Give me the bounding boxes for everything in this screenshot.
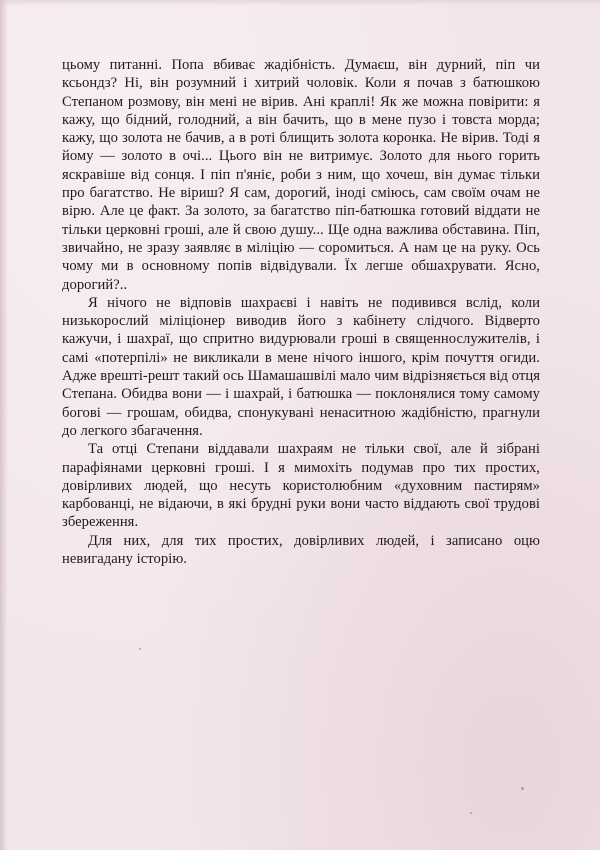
paper-speck [470, 812, 472, 814]
body-text [62, 56, 540, 568]
paragraph-3: Та отці Степани віддавали шахраям не тільки свої, але й зібрані парафіянами церковні гроші. І я мимохіть подумав про тих простих, довірливих людей, що несуть користолюбним «духовним пастирям» карбованці, не відаючи, в які брудні руки вони часто віддають свої трудові збереження. [62, 441, 540, 531]
paper-speck [139, 648, 141, 650]
paragraph-2: Я нічого не відповів шахраєві і навіть не подивився вслід, коли низькорослий міліціонер виводив його з кабінету слідчого. Відверто кажучи, і шахраї, що спритно видурювали гроші в священнослужителів, і самі «потерпілі» не викликали в мене нічого іншого, крім почуття огиди. Адже врешті-решт такий ось Шамашашвілі мало чим відрізняється від отця Степана. Обидва вони — і шахрай, і батюшка — поклонялися тому самому богові — грошам, обидва, спонукувані ненаситною жадібністю, прагнули до легкого збагачення. [62, 294, 540, 439]
paragraph-4: Для них, для тих простих, довірливих людей, і записано оцю невигадану історію. [62, 532, 540, 568]
paper-speck [521, 787, 524, 790]
page-edge-shadow-top [0, 0, 600, 6]
paragraph-1: цьому питанні. Попа вбиває жадібність. Думаєш, він дурний, піп чи ксьондз? Ні, він розумний і хитрий чоловік. Коли я почав з батюшкою Степаном розмову, він мені не вірив. Ані краплі! Як же можна повірити: я кажу, що бідний, голодний, а він бачить, що в мене пузо і товста морда; кажу, що золота не бачив, а в роті блищить золота коронка. Не вірив. Тоді я йому — золото в очі... Цього він не витримує. Золото для нього горить яскравіше від сонця. І піп п'яніє, роби з ним, що хочеш, він думає тільки про багатство. Не віриш? Я сам, дорогий, іноді сміюсь, сам своїм очам не вірю. Але це факт. За золото, за багатство піп-батюшка готовий віддати не тільки церковні гроші, але й свою душу... Ще одна важлива обставина. Піп, звичайно, не зразу заявляє в міліцію — соромиться. А нам це на руку. Ось чому ми в основному попів відвідували. Їх легше обшахрувати. Ясно, дорогий?.. [62, 57, 540, 293]
page-edge-shadow-left [0, 0, 8, 850]
